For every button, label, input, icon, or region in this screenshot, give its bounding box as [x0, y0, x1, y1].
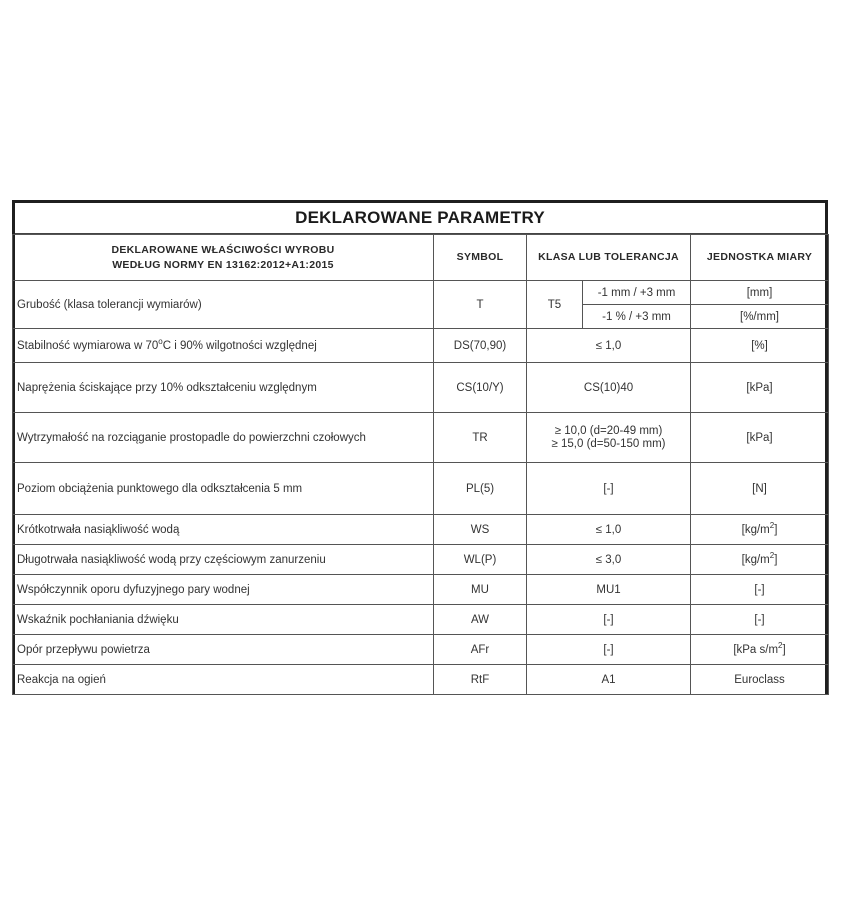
- cell-unit: [mm]: [691, 281, 829, 305]
- parameters-table: [12, 234, 829, 695]
- cell-symbol: RtF: [434, 665, 527, 695]
- unit-text: [kPa s/m: [733, 643, 779, 656]
- cell-unit: [%]: [691, 329, 829, 363]
- cell-property: Wytrzymałość na rozciąganie prostopadle do powierzchni czołowych: [13, 413, 434, 463]
- cell-unit: [-]: [691, 605, 829, 635]
- cell-class: MU1: [527, 575, 691, 605]
- cell-unit: [kPa]: [691, 413, 829, 463]
- cell-symbol: WS: [434, 515, 527, 545]
- declared-parameters-sheet: [12, 200, 828, 695]
- cell-class: [-]: [527, 635, 691, 665]
- class-line: ≥ 15,0 (d=50-150 mm): [551, 437, 666, 450]
- header-unit: JEDNOSTKA MIARY: [691, 235, 829, 281]
- cell-class: [-]: [527, 605, 691, 635]
- degree-sup: o: [158, 336, 163, 346]
- cell-class: [-]: [527, 463, 691, 515]
- cell-unit: [691, 515, 829, 545]
- table-row: [13, 605, 829, 635]
- unit-text: ]: [774, 523, 778, 536]
- cell-property: Krótkotrwała nasiąkliwość wodą: [13, 515, 434, 545]
- header-property-line2: WEDŁUG NORMY EN 13162:2012+A1:2015: [112, 258, 334, 271]
- table-row: [13, 515, 829, 545]
- cell-symbol: T: [434, 281, 527, 329]
- header-class: KLASA LUB TOLERANCJA: [527, 235, 691, 281]
- cell-unit: [-]: [691, 575, 829, 605]
- property-text: Stabilność wymiarowa w 70: [17, 339, 159, 352]
- cell-property: Wskaźnik pochłaniania dźwięku: [13, 605, 434, 635]
- cell-class: [527, 413, 691, 463]
- cell-property: Opór przepływu powietrza: [13, 635, 434, 665]
- cell-symbol: DS(70,90): [434, 329, 527, 363]
- table-row: [13, 545, 829, 575]
- table-row: [13, 281, 829, 305]
- cell-property: Poziom obciążenia punktowego dla odkształcenia 5 mm: [13, 463, 434, 515]
- table-row: [13, 463, 829, 515]
- cell-symbol: MU: [434, 575, 527, 605]
- cell-unit: [kPa]: [691, 363, 829, 413]
- cell-class: ≤ 3,0: [527, 545, 691, 575]
- cell-tolerance: -1 % / +3 mm: [583, 305, 691, 329]
- table-row: [13, 329, 829, 363]
- cell-unit: [%/mm]: [691, 305, 829, 329]
- header-row: [13, 235, 829, 281]
- table-row: [13, 635, 829, 665]
- cell-symbol: PL(5): [434, 463, 527, 515]
- cell-class: ≤ 1,0: [527, 515, 691, 545]
- cell-property: Reakcja na ogień: [13, 665, 434, 695]
- unit-text: [kg/m: [741, 553, 770, 566]
- cell-class: T5: [527, 281, 583, 329]
- cell-property: Współczynnik oporu dyfuzyjnego pary wodnej: [13, 575, 434, 605]
- header-symbol: SYMBOL: [434, 235, 527, 281]
- cell-class: A1: [527, 665, 691, 695]
- cell-symbol: TR: [434, 413, 527, 463]
- table-row: [13, 413, 829, 463]
- cell-symbol: CS(10/Y): [434, 363, 527, 413]
- cell-class: CS(10)40: [527, 363, 691, 413]
- cell-unit: [691, 635, 829, 665]
- unit-text: [kg/m: [741, 523, 770, 536]
- cell-unit: Euroclass: [691, 665, 829, 695]
- sheet-title: DEKLAROWANE PARAMETRY: [15, 203, 825, 234]
- header-property: [13, 235, 434, 281]
- cell-property: Grubość (klasa tolerancji wymiarów): [13, 281, 434, 329]
- cell-property: [13, 329, 434, 363]
- cell-symbol: AW: [434, 605, 527, 635]
- unit-text: ]: [774, 553, 778, 566]
- cell-class: ≤ 1,0: [527, 329, 691, 363]
- unit-sup: 2: [769, 520, 775, 530]
- cell-symbol: WL(P): [434, 545, 527, 575]
- cell-tolerance: -1 mm / +3 mm: [583, 281, 691, 305]
- table-row: [13, 363, 829, 413]
- unit-text: ]: [782, 643, 786, 656]
- cell-unit: [691, 545, 829, 575]
- table-row: [13, 665, 829, 695]
- cell-unit: [N]: [691, 463, 829, 515]
- class-line: ≥ 10,0 (d=20-49 mm): [554, 424, 663, 437]
- header-property-line1: DEKLAROWANE WŁAŚCIWOŚCI WYROBU: [111, 243, 335, 256]
- table-row: [13, 575, 829, 605]
- cell-property: Naprężenia ściskające przy 10% odkształceniu względnym: [13, 363, 434, 413]
- unit-sup: 2: [769, 550, 775, 560]
- cell-property: Długotrwała nasiąkliwość wodą przy częściowym zanurzeniu: [13, 545, 434, 575]
- unit-sup: 2: [778, 640, 783, 650]
- cell-symbol: AFr: [434, 635, 527, 665]
- property-text: C i 90% wilgotności względnej: [162, 339, 317, 352]
